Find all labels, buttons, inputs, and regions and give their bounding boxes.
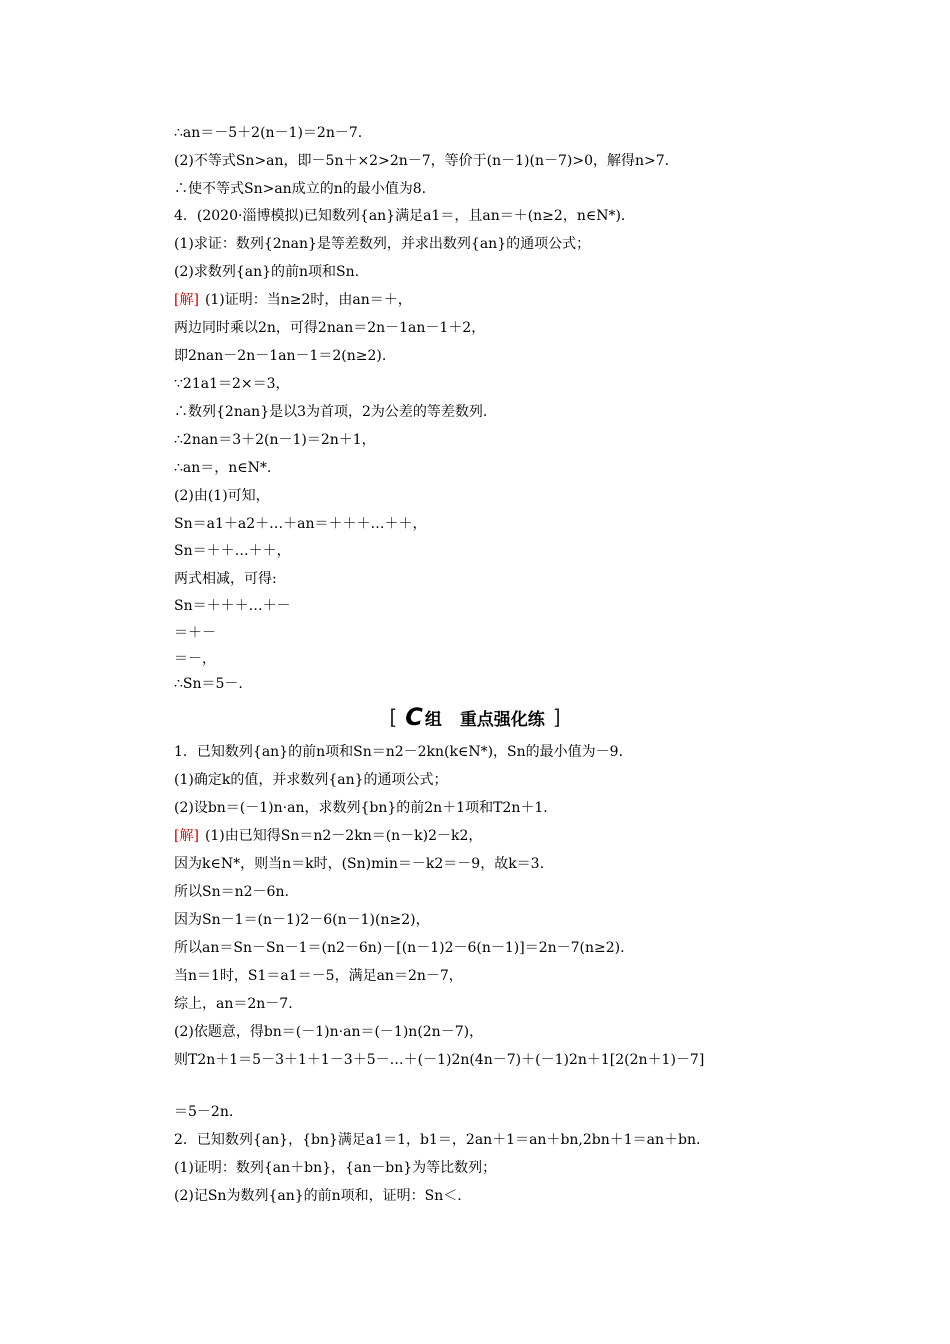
text-line: (2)不等式Sn>an，即－5n＋×2>2n－7，等价于(n－1)(n－7)>0，解得n>7.: [174, 153, 670, 169]
text-line: ∴an＝，n∈N*.: [174, 460, 272, 476]
section-title: 重点强化练: [459, 709, 545, 730]
text-line: (1)求证：数列{2nan}是等差数列，并求出数列{an}的通项公式；: [174, 236, 591, 252]
text-line: (1)证明：数列{an＋bn}，{an－bn}为等比数列；: [174, 1160, 497, 1176]
text-line: Sn＝＋＋＋…＋－: [174, 598, 291, 614]
problem-2-statement: 2．已知数列{an}，{bn}满足a1＝1，b1＝，2an＋1＝an＋bn,2bn＋1＝an＋bn.: [174, 1132, 701, 1148]
text-line: 因为Sn－1＝(n－1)2－6(n－1)(n≥2)，: [174, 912, 430, 928]
text-line: (2)记Sn为数列{an}的前n项和，证明：Sn＜.: [174, 1188, 462, 1204]
solution-line: [174, 827, 794, 845]
text-line: 两式相减，可得:: [174, 571, 277, 587]
text-line: ＝5－2n.: [174, 1104, 234, 1120]
text-line: ∴Sn＝5－.: [174, 676, 243, 692]
text-line: 当n＝1时，S1＝a1＝－5，满足an＝2n－7，: [174, 968, 463, 984]
problem-1-statement: 1．已知数列{an}的前n项和Sn＝n2－2kn(k∈N*)，Sn的最小值为－9.: [174, 744, 624, 760]
text-line: 两边同时乘以2n，可得2nan＝2n－1an－1＋2，: [174, 320, 486, 336]
text-line: (2)设bn＝(－1)n·an，求数列{bn}的前2n＋1项和T2n＋1.: [174, 800, 548, 816]
solution-text: (1)证明：当n≥2时，由an＝＋，: [204, 292, 412, 308]
text-line: (2)求数列{an}的前n项和Sn.: [174, 264, 360, 280]
group-label: 组: [424, 709, 442, 730]
text-line: ∵21a1＝2×＝3，: [174, 376, 290, 392]
text-line: 综上，an＝2n－7.: [174, 996, 293, 1012]
section-header: [0, 702, 950, 732]
text-line: 则T2n＋1＝5－3＋1＋1－3＋5－…＋(－1)2n(4n－7)＋(－1)2n＋1[2(2n＋1)－7]: [174, 1052, 705, 1068]
text-line: 所以an＝Sn－Sn－1＝(n2－6n)－[(n－1)2－6(n－1)]＝2n－7(n≥2).: [174, 940, 625, 956]
text-line: 所以Sn＝n2－6n.: [174, 884, 289, 900]
text-line: (2)依题意，得bn＝(－1)n·an＝(－1)n(2n－7)，: [174, 1024, 484, 1040]
text-line: ＝－，: [174, 651, 216, 667]
solution-text: (1)由已知得Sn＝n2－2kn＝(n－k)2－k2，: [204, 828, 483, 844]
group-letter: C: [405, 703, 423, 731]
text-line: ＝＋－: [174, 625, 216, 641]
solution-tag: [解]: [174, 828, 199, 844]
text-line: ∴an＝－5＋2(n－1)＝2n－7.: [174, 125, 363, 141]
problem-4-statement: 4．(2020·淄博模拟)已知数列{an}满足a1＝，且an＝＋(n≥2，n∈N*).: [174, 208, 626, 224]
solution-tag: [解]: [174, 292, 199, 308]
text-line: Sn＝a1＋a2＋…＋an＝＋＋＋…＋＋，: [174, 516, 427, 532]
text-line: ∴2nan＝3＋2(n－1)＝2n＋1，: [174, 432, 376, 448]
text-line: ∴数列{2nan}是以3为首项，2为公差的等差数列.: [174, 404, 488, 420]
text-line: 即2nan－2n－1an－1＝2(n≥2).: [174, 348, 387, 364]
bracket-left: [: [389, 705, 398, 729]
text-line: Sn＝＋＋…＋＋，: [174, 543, 291, 559]
text-line: (2)由(1)可知，: [174, 488, 270, 504]
solution-line: [174, 291, 794, 309]
text-line: 因为k∈N*，则当n＝k时，(Sn)min＝－k2＝－9，故k＝3.: [174, 856, 545, 872]
text-line: ∴使不等式Sn>an成立的n的最小值为8.: [174, 181, 427, 197]
text-line: (1)确定k的值，并求数列{an}的通项公式；: [174, 772, 448, 788]
bracket-right: ]: [552, 705, 561, 729]
